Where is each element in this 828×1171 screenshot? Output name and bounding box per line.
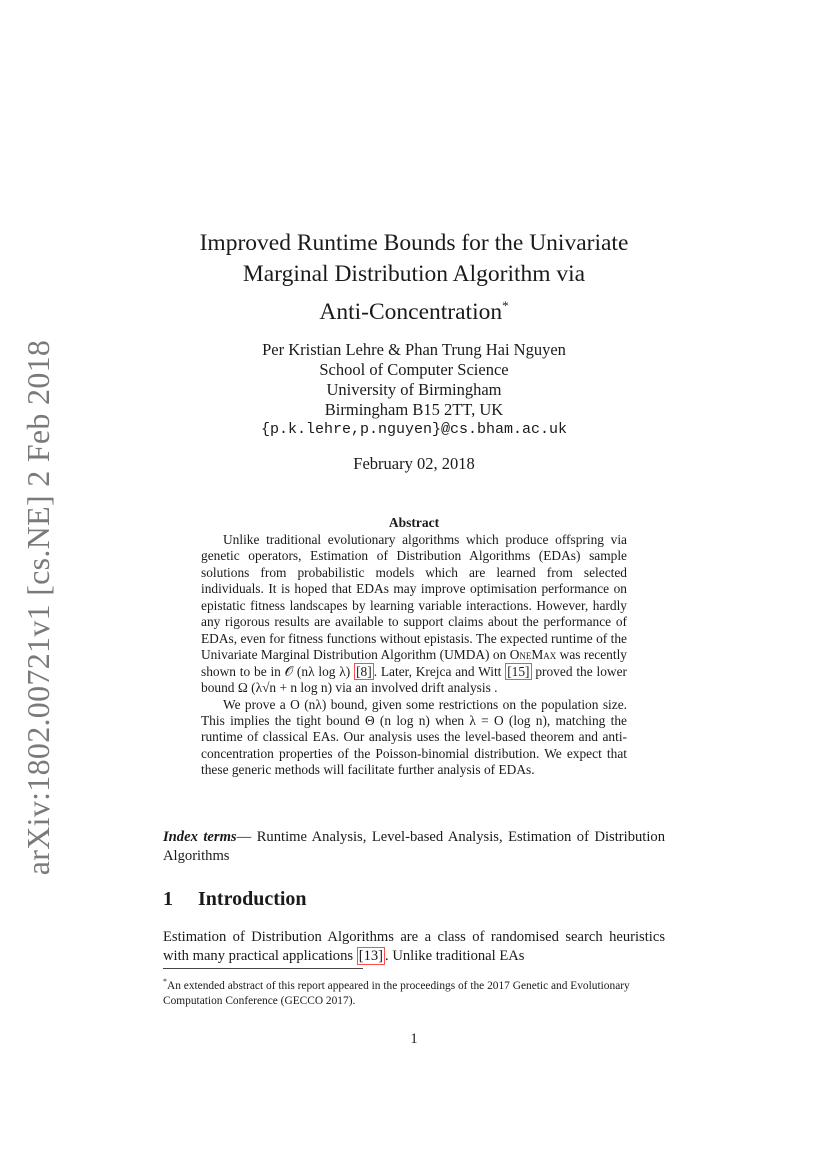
index-terms (163, 828, 665, 866)
abstract-body (201, 532, 627, 779)
paper-date: February 02, 2018 (353, 454, 475, 473)
index-terms-lead: Index terms (163, 829, 237, 845)
abstract-paragraph-2: We prove a O (nλ) bound, given some restrictions on the population size. This implies the tight bound Θ (n log n) when λ = O (log n), matching the runtime of classical EAs. Our analysis uses the level-based theorem and anti-concentration properties of the Poisson-binomial distribution. We expect that these generic methods will facilitate further analysis of EDAs. (201, 696, 627, 778)
abstract-p1-d: proved the lower bound Ω (λ√n + n log n) via an involved drift analysis . (201, 663, 627, 696)
footnote-marker: * (163, 977, 167, 986)
abstract-p1-c: . Later, Krejca and Witt (373, 663, 506, 679)
citation-link[interactable]: [8] (356, 663, 372, 679)
page-number: 1 (410, 1031, 418, 1047)
arxiv-stamp-text: arXiv:1802.00721v1 [cs.NE] 2 Feb 2018 (20, 339, 57, 875)
footnote (163, 974, 665, 1009)
abstract-p1-a: Unlike traditional evolutionary algorithms which produce offspring via genetic operators, Estimation of Distribution Algorithms (EDAs) sample solutions from probabilistic models which are learned from selected individuals. It is hoped that EDAs may improve optimisation performance on epistatic fitness landscapes by learning variable interactions. However, hardly any rigorous results are available to support claims about the performance of EDAs, even for fitness functions without epistasis. The expected runtime of the Univariate Marginal Distribution Algorithm (UMDA) on (201, 532, 627, 663)
author-department: School of Computer Science (319, 360, 509, 379)
author-names: Per Kristian Lehre & Phan Trung Hai Nguyen (262, 340, 566, 359)
title-footnote-marker: * (502, 298, 509, 313)
author-email[interactable]: {p.k.lehre,p.nguyen}@cs.bham.ac.uk (260, 421, 568, 438)
author-block (163, 340, 665, 474)
index-terms-text: — Runtime Analysis, Level-based Analysis, Estimation of Distribution Algorithms (163, 829, 665, 864)
title-line-2: Marginal Distribution Algorithm via (242, 261, 586, 287)
author-university: University of Birmingham (326, 380, 502, 399)
footnote-text: An extended abstract of this report appeared in the proceedings of the 2017 Genetic and Evolutionary Computation Conference (GECCO 2017). (163, 979, 630, 1007)
citation-link[interactable]: [13] (358, 948, 384, 964)
title-line-3-text: Anti-Concentration (319, 298, 503, 325)
paper-title (163, 228, 665, 328)
author-address: Birmingham B15 2TT, UK (324, 400, 504, 419)
title-line-3 (163, 290, 665, 328)
abstract-paragraph-1 (201, 532, 627, 697)
section-number: 1 (163, 888, 173, 910)
title-line-1: Improved Runtime Bounds for the Univariate (199, 230, 629, 256)
abstract-p1-b: was recently shown to be in 𝒪 (nλ log λ) (201, 647, 627, 679)
intro-text-b: . Unlike traditional EAs (385, 948, 525, 964)
arxiv-stamp (14, 339, 64, 875)
abstract-heading: Abstract (388, 515, 440, 530)
intro-text-a: Estimation of Distribution Algorithms are a class of randomised search heuristics with many practical applications (163, 929, 665, 964)
section-title: Introduction (198, 888, 307, 910)
citation-link[interactable]: [15] (507, 663, 530, 679)
onemax-term: OneMax (509, 647, 557, 663)
section-heading (163, 888, 665, 911)
intro-paragraph (163, 928, 665, 966)
footnote-rule (163, 968, 363, 969)
